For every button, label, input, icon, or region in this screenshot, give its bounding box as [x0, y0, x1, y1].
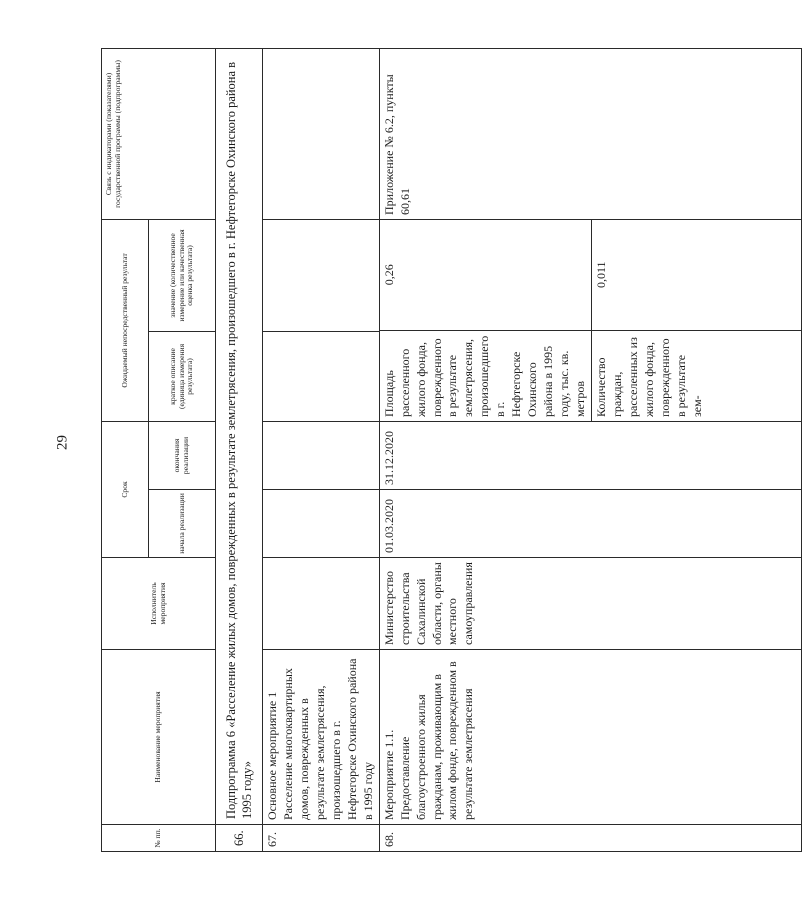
result-2-desc: Количество граждан, расселенных из жилого фонда, поврежденного в результате зем- — [592, 331, 802, 421]
header-period-end: окончания реализации — [149, 421, 216, 489]
header-executor: Исполнитель мероприятия — [102, 558, 216, 650]
result-cell — [379, 219, 801, 421]
header-period: Срок — [102, 421, 149, 557]
table-row — [263, 48, 380, 851]
end-cell: 31.12.2020 — [379, 421, 801, 489]
result-desc-cell — [263, 331, 380, 421]
start-cell — [263, 490, 380, 558]
header-result-value: значение (количественное измерение или качественная оценка результата) — [149, 219, 216, 331]
header-period-start: начала реализации — [149, 490, 216, 558]
link-cell — [263, 48, 380, 219]
page-number: 29 — [54, 435, 71, 450]
measures-table — [101, 49, 704, 852]
start-cell: 01.03.2020 — [379, 490, 801, 558]
measure-name: Основное мероприятие 1 Расселение многоквартирных домов, поврежденных в результате землетрясения, произошедшего в г. Нефтегорске Охинского района в 1995 году — [263, 650, 380, 825]
table-header-row — [102, 48, 149, 851]
executor-cell: Министерство строительства Сахалинской области, органы местного самоуправления — [379, 558, 801, 650]
header-num: № пп. — [102, 825, 216, 852]
row-number: 66. — [216, 825, 263, 852]
header-name: Наименование мероприятия — [102, 650, 216, 825]
table-row — [216, 48, 263, 851]
result-2-value: 0,011 — [592, 219, 802, 331]
result-value-cell — [263, 219, 380, 331]
link-cell: Приложение № 6.2, пункты 60,61 — [379, 48, 801, 219]
measure-name: Мероприятие 1.1. Предоставление благоустроенного жилья гражданам, проживающим в жилом фонде, поврежденном в результате землетрясения — [379, 650, 801, 825]
row-number: 68. — [379, 825, 801, 852]
result-1-value: 0,26 — [381, 264, 396, 286]
table-row — [379, 48, 801, 851]
header-result: Ожидаемый непосредственный результат — [102, 219, 149, 421]
row-number: 67. — [263, 825, 380, 852]
end-cell — [263, 421, 380, 489]
executor-cell — [263, 558, 380, 650]
header-result-desc: краткое описание (единица измерения результата) — [149, 331, 216, 421]
subprogram-title: Подпрограмма 6 «Расселение жилых домов, поврежденных в результате землетрясения, произошедшего в г. Нефтегорске Охинского района в 1995 году» — [216, 48, 263, 824]
header-link: Связь с индикаторами (показателями) государственной программы (подпрограммы) — [102, 48, 216, 219]
result-1-desc: Площадь расселенного жилого фонда, поврежденного в результате землетрясения, произошедшего в г. Нефтегорске Охинского района в 1995 году, тыс. кв. метров — [380, 331, 592, 421]
